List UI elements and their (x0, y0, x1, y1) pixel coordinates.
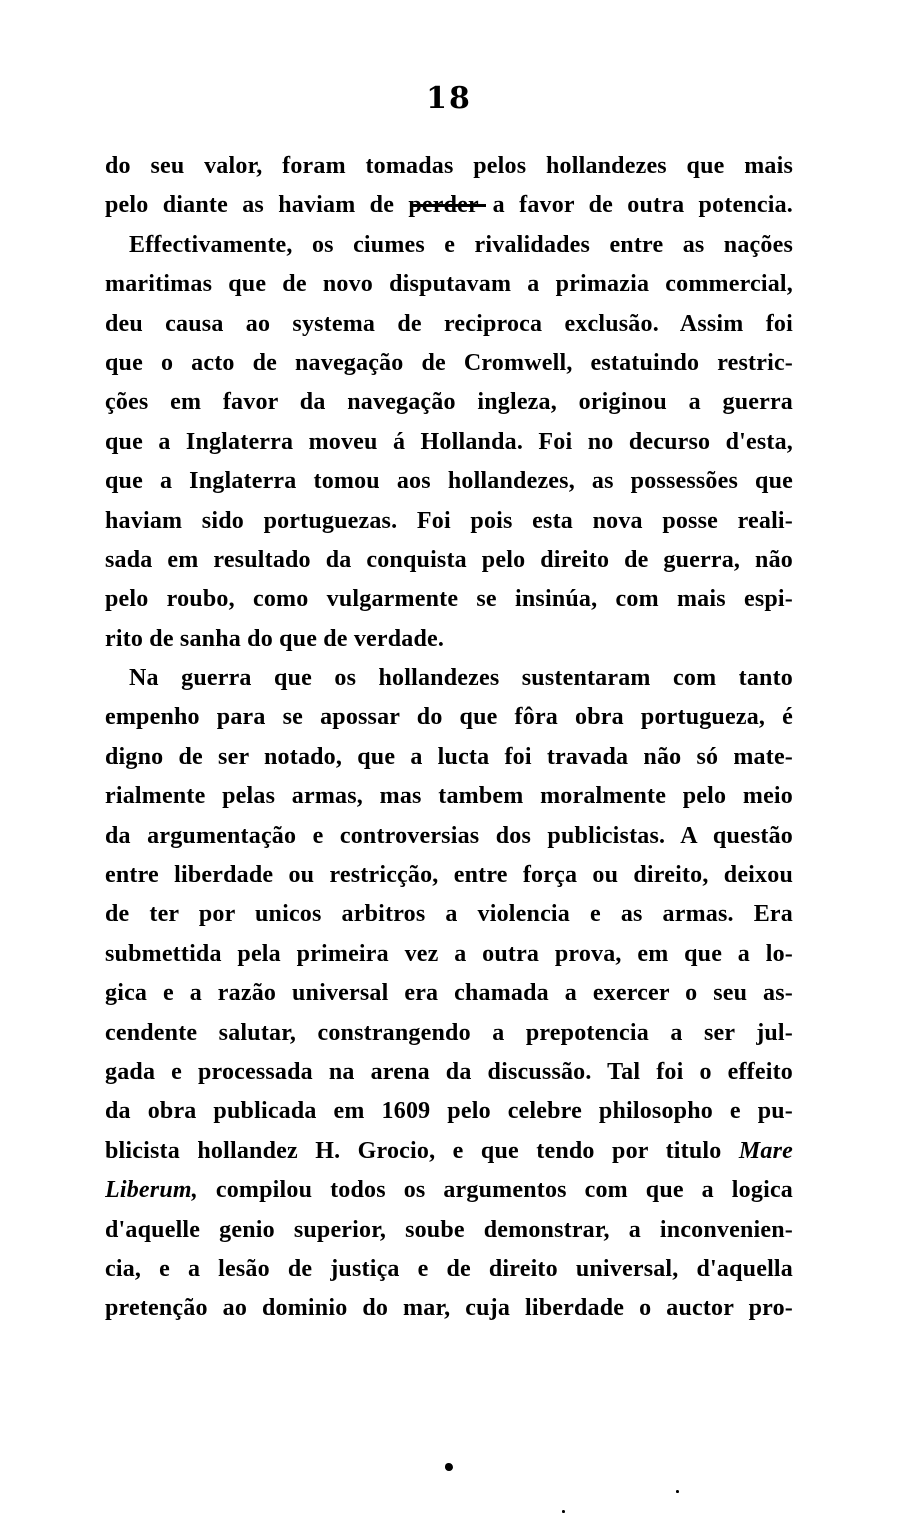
ink-speck (445, 1463, 453, 1471)
text-segment: ções em favor da navegação ingleza, originou a guerra (105, 389, 793, 416)
text-line (105, 856, 793, 895)
text-line (105, 502, 793, 541)
text-segment: blicista hollandez H. Grocio, e que tendo por titulo (105, 1137, 739, 1164)
text-segment: que a Inglaterra tomou aos hollandezes, as possessões que (105, 468, 793, 495)
text-line (105, 895, 793, 934)
text-line (105, 1250, 793, 1289)
text-segment: entre liberdade ou restricção, entre força ou direito, deixou (105, 862, 793, 889)
text-segment: da argumentação e controversias dos publicistas. A questão (105, 822, 793, 849)
text-segment: d'aquelle genio superior, soube demonstrar, a inconvenien- (105, 1216, 793, 1243)
text-segment: Effectivamente, os ciumes e rivalidades entre as nações (129, 231, 793, 258)
text-segment: pretenção ao dominio do mar, cuja liberdade o auctor pro- (105, 1295, 793, 1322)
text-line (105, 817, 793, 856)
text-line (105, 935, 793, 974)
ink-speck (562, 1510, 565, 1513)
text-line (105, 974, 793, 1013)
text-line (105, 383, 793, 422)
page-header (105, 82, 793, 116)
text-line (105, 1211, 793, 1250)
text-segment: do seu valor, foram tomadas pelos hollandezes que mais (105, 153, 793, 179)
italic-title-text: Liberum, (105, 1177, 198, 1204)
text-segment: rialmente pelas armas, mas tambem moralmente pelo meio (105, 783, 793, 810)
text-segment: haviam sido portuguezas. Foi pois esta nova posse reali- (105, 507, 793, 534)
text-segment: compilou todos os argumentos com que a logica (197, 1177, 793, 1204)
text-segment: sada em resultado da conquista pelo direito de guerra, não (105, 546, 793, 573)
text-line (105, 1014, 793, 1053)
text-line (105, 1171, 793, 1210)
text-line (105, 738, 793, 777)
text-segment: da obra publicada em 1609 pelo celebre philosopho e pu- (105, 1098, 793, 1125)
text-segment: gica e a razão universal era chamada a exercer o seu as- (105, 980, 793, 1007)
text-segment: pelo roubo, como vulgarmente se insinúa, com mais espi- (105, 586, 793, 613)
text-segment: gada e processada na arena da discussão. Tal foi o effeito (105, 1058, 793, 1085)
text-segment: pelo diante as haviam de perder a favor de outra potencia. (105, 192, 793, 219)
text-segment: digno de ser notado, que a lucta foi travada não só mate- (105, 743, 793, 770)
text-segment: cendente salutar, constrangendo a prepotencia a ser jul- (105, 1019, 793, 1046)
text-line (105, 777, 793, 816)
text-line (105, 147, 793, 186)
text-line (105, 423, 793, 462)
text-segment: submettida pela primeira vez a outra prova, em que a lo- (105, 940, 793, 967)
text-line (105, 226, 793, 265)
page-number: 18 (426, 81, 472, 116)
page-body (105, 147, 793, 1329)
text-line (105, 698, 793, 737)
text-line (105, 620, 793, 659)
text-line (105, 186, 793, 225)
text-segment: rito de sanha do que de verdade. (105, 625, 445, 652)
text-segment: maritimas que de novo disputavam a primazia commercial, (105, 271, 793, 298)
text-line (105, 1132, 793, 1171)
text-line (105, 541, 793, 580)
text-line (105, 305, 793, 344)
text-segment: cia, e a lesão de justiça e de direito universal, d'aquella (105, 1255, 793, 1282)
text-line (105, 1053, 793, 1092)
text-segment: deu causa ao systema de reciproca exclusão. Assim foi (105, 310, 793, 337)
text-segment: que a Inglaterra moveu á Hollanda. Foi no decurso d'esta, (105, 428, 793, 455)
text-line (105, 1092, 793, 1131)
text-line (105, 265, 793, 304)
text-segment: Na guerra que os hollandezes sustentaram com tanto (129, 665, 793, 692)
ink-speck (676, 1490, 679, 1493)
text-segment: de ter por unicos arbitros a violencia e as armas. Era (105, 901, 793, 928)
text-line (105, 659, 793, 698)
text-segment: empenho para se apossar do que fôra obra portugueza, é (105, 704, 793, 731)
text-line (105, 1289, 793, 1328)
text-line (105, 462, 793, 501)
text-segment: que o acto de navegação de Cromwell, estatuindo restric- (105, 349, 793, 376)
text-line (105, 344, 793, 383)
text-line (105, 580, 793, 619)
italic-title-text: Mare (738, 1137, 793, 1164)
